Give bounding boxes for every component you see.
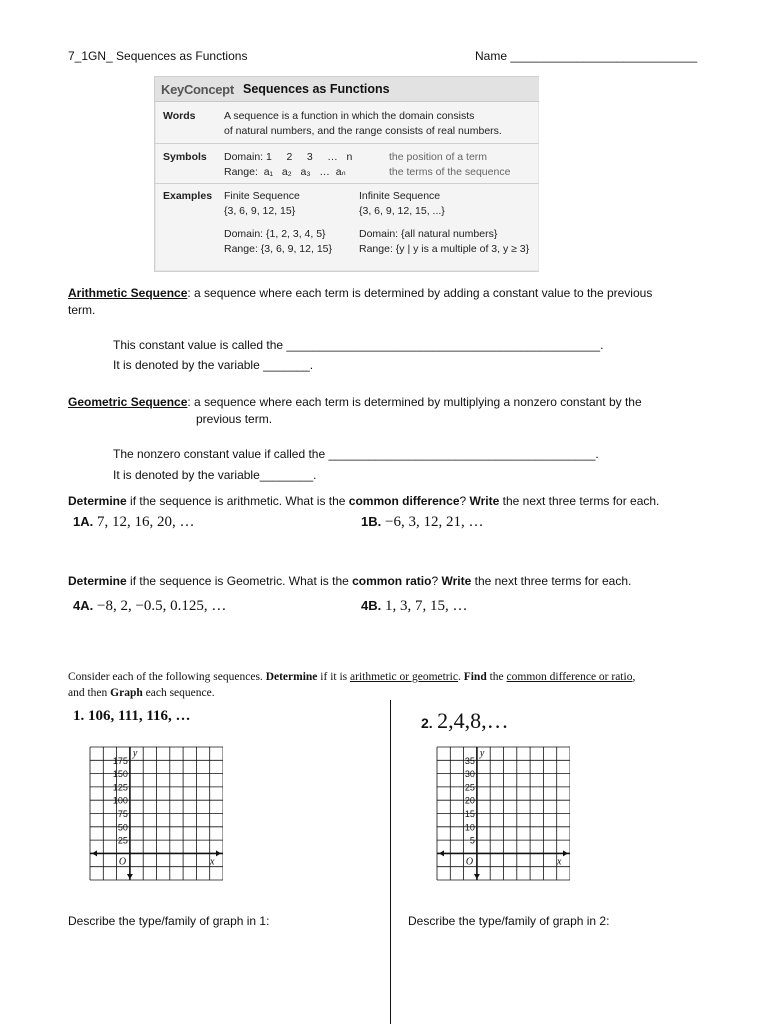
y-tick-label: 15 (464, 809, 475, 819)
infinite-range: Range: {y | y is a multiple of 3, y ≥ 3} (359, 243, 530, 255)
infinite-domain: Domain: {all natural numbers} (359, 228, 498, 240)
graph-2[interactable] (436, 745, 570, 882)
finite-range: Range: {3, 6, 9, 12, 15} (224, 243, 333, 255)
x-axis-label: x (210, 856, 215, 868)
problem-1a: 1A. 7, 12, 16, 20, … (73, 514, 195, 530)
describe-graph-2: Describe the type/family of graph in 2: (408, 914, 610, 928)
words-line-1: A sequence is a function in which the domain consists (224, 110, 475, 122)
infinite-set: {3, 6, 9, 12, 15, ...} (359, 205, 445, 217)
y-axis-arrow-down (474, 874, 480, 879)
name-field[interactable]: Name ____________________________ (475, 49, 698, 63)
finite-title: Finite Sequence (224, 190, 300, 202)
y-axis-label: y (132, 748, 138, 759)
x-axis-arrow-right (216, 850, 221, 856)
worksheet-title: 7_1GN_ Sequences as Functions (68, 49, 248, 63)
key-concept-badge: KeyConcept (161, 82, 234, 97)
geometric-definition: Geometric Sequence: a sequence where each term is determined by multiplying a nonzero constant by the (68, 395, 642, 409)
y-tick-label: 35 (464, 755, 475, 766)
symbols-domain-note: the position of a term (389, 151, 488, 163)
geometric-blank-1[interactable]: The nonzero constant value if called the ________________________________________. (113, 447, 599, 461)
y-tick-label: 175 (112, 755, 128, 766)
geometric-definition-2: previous term. (196, 412, 273, 426)
y-tick-label: 10 (464, 822, 475, 833)
y-axis-label: y (479, 748, 485, 759)
y-tick-label: 20 (464, 795, 475, 806)
words-line-2: of natural numbers, and the range consists of real numbers. (224, 125, 502, 137)
arithmetic-blank-2[interactable]: It is denoted by the variable _______. (113, 358, 314, 372)
y-tick-label: 75 (117, 809, 128, 819)
y-tick-label: 5 (469, 835, 475, 846)
x-axis-arrow-left (92, 850, 97, 856)
problem-4a: 4A. −8, 2, −0.5, 0.125, … (73, 598, 227, 614)
y-tick-label: 150 (112, 769, 128, 780)
x-axis-label: x (557, 856, 562, 868)
column-divider (390, 700, 391, 1024)
examples-label: Examples (163, 190, 213, 202)
key-concept-box (154, 76, 539, 272)
key-concept-title: Sequences as Functions (243, 82, 390, 96)
question-2-sequence: 2. 2,4,8,… (421, 708, 509, 733)
instruction-arithmetic: Determine if the sequence is arithmetic. What is the common difference? Write the next three terms for each. (68, 494, 660, 508)
origin-label: O (465, 856, 474, 868)
consider-instruction: Consider each of the following sequences. Determine if it is arithmetic or geometric. Find the common difference or ratio, and then Graph each sequence. (68, 671, 636, 699)
instruction-geometric: Determine if the sequence is Geometric. What is the common ratio? Write the next three terms for each. (68, 574, 632, 588)
y-tick-label: 25 (464, 782, 475, 793)
y-tick-label: 25 (117, 835, 128, 846)
arithmetic-definition: Arithmetic Sequence: a sequence where each term is determined by adding a constant value to the previous term. (68, 286, 653, 317)
describe-graph-1: Describe the type/family of graph in 1: (68, 914, 270, 928)
y-tick-label: 50 (117, 822, 128, 833)
y-tick-label: 125 (112, 782, 128, 793)
key-concept-header (155, 77, 539, 102)
y-tick-label: 100 (112, 795, 128, 806)
arithmetic-blank-1[interactable]: This constant value is called the _______________________________________________. (113, 338, 604, 352)
graph-1[interactable] (89, 745, 223, 882)
question-1-sequence: 1. 106, 111, 116, … (73, 708, 191, 724)
finite-domain: Domain: {1, 2, 3, 4, 5} (224, 228, 326, 240)
arithmetic-term: Arithmetic Sequence (68, 286, 188, 300)
symbols-range-note: the terms of the sequence (389, 166, 511, 178)
y-axis-arrow-down (127, 874, 133, 879)
x-axis-arrow-right (563, 850, 568, 856)
symbols-label: Symbols (163, 151, 207, 163)
problem-1b: 1B. −6, 3, 12, 21, … (361, 514, 484, 530)
words-label: Words (163, 110, 196, 122)
geometric-term: Geometric Sequence (68, 395, 188, 409)
symbols-domain: Domain: 1 2 3 … n (224, 151, 353, 163)
y-tick-label: 30 (464, 769, 475, 780)
symbols-range: Range: a₁ a₂ a₃ … aₙ (224, 166, 346, 178)
finite-set: {3, 6, 9, 12, 15} (224, 205, 296, 217)
origin-label: O (118, 856, 127, 868)
geometric-blank-2[interactable]: It is denoted by the variable________. (113, 468, 317, 482)
infinite-title: Infinite Sequence (359, 190, 441, 202)
x-axis-arrow-left (439, 850, 444, 856)
problem-4b: 4B. 1, 3, 7, 15, … (361, 598, 468, 614)
